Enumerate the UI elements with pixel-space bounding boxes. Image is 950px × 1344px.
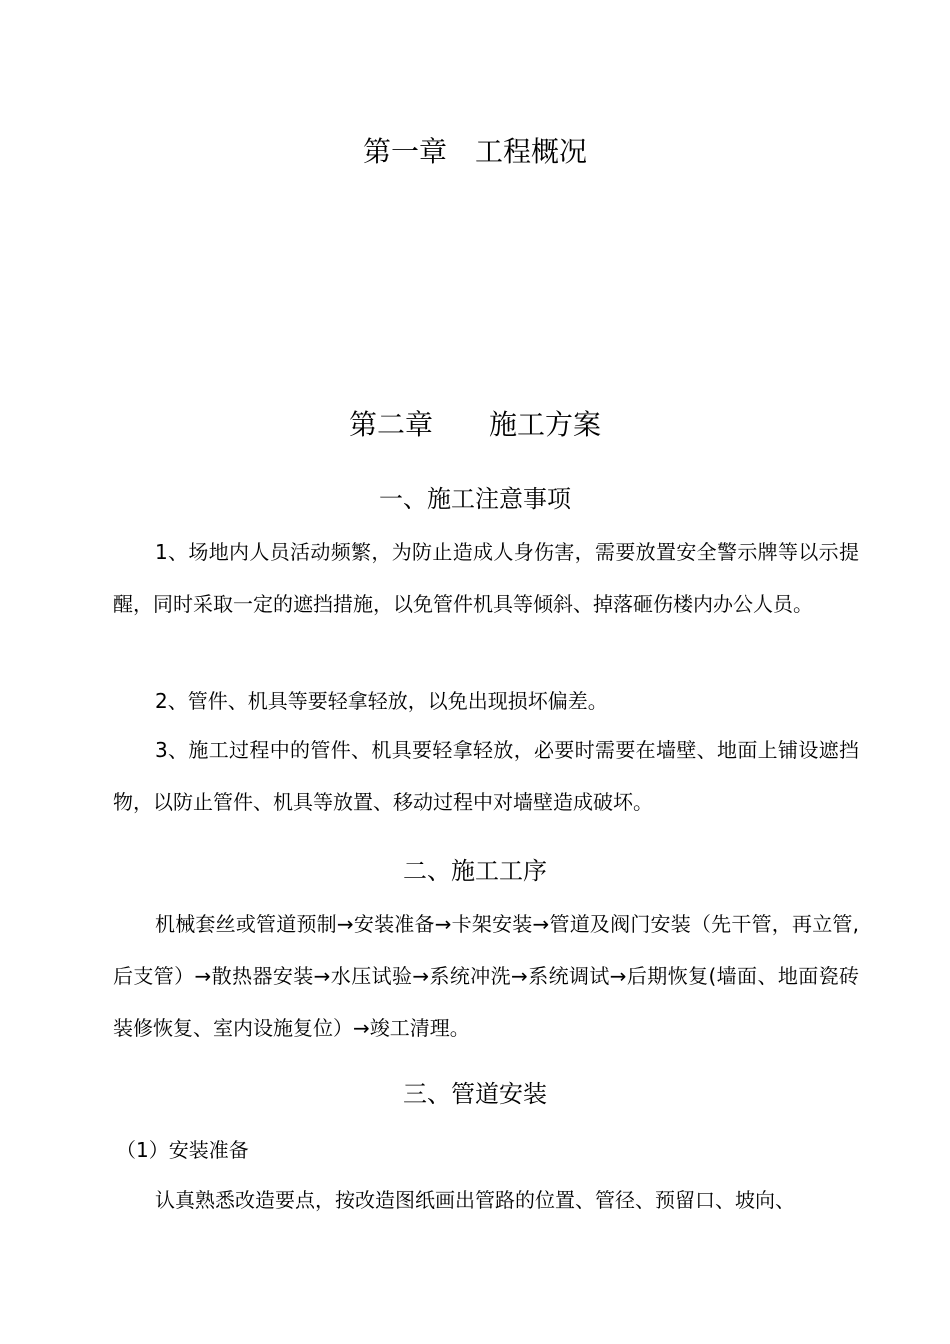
subsection-install-prep-title: （1）安装准备 bbox=[116, 1138, 249, 1162]
section-2-title: 二、施工工序 bbox=[402, 857, 571, 885]
chapter-2-title: 第二章 施工方案 bbox=[348, 408, 629, 441]
notice-item-2: 2、管件、机具等要轻拿轻放，以免出现损坏偏差。 bbox=[155, 689, 608, 713]
section-1-title: 一、施工注意事项 bbox=[378, 485, 595, 513]
section-3-title: 三、管道安装 bbox=[402, 1080, 571, 1108]
install-prep-text: 认真熟悉改造要点，按改造图纸画出管路的位置、管径、预留口、坡向、 bbox=[155, 1188, 795, 1212]
notice-item-3: 3、施工过程中的管件、机具要轻拿轻放，必要时需要在墙壁、地面上铺设遮挡物，以防止管件、机具等放置、移动过程中对墙壁造成破坏。 bbox=[113, 738, 859, 814]
process-sequence: 机械套丝或管道预制→安装准备→卡架安装→管道及阀门安装（先干管，再立管,后支管）→散热器安装→水压试验→系统冲洗→系统调试→后期恢复(墙面、地面瓷砖装修恢复、室内设施复位）→竣工清理。 bbox=[113, 912, 859, 1040]
chapter-1-title: 第一章 工程概况 bbox=[362, 135, 615, 168]
notice-item-1: 1、场地内人员活动频繁，为防止造成人身伤害，需要放置安全警示牌等以示提醒，同时采取一定的遮挡措施，以免管件机具等倾斜、掉落砸伤楼内办公人员。 bbox=[113, 540, 859, 616]
